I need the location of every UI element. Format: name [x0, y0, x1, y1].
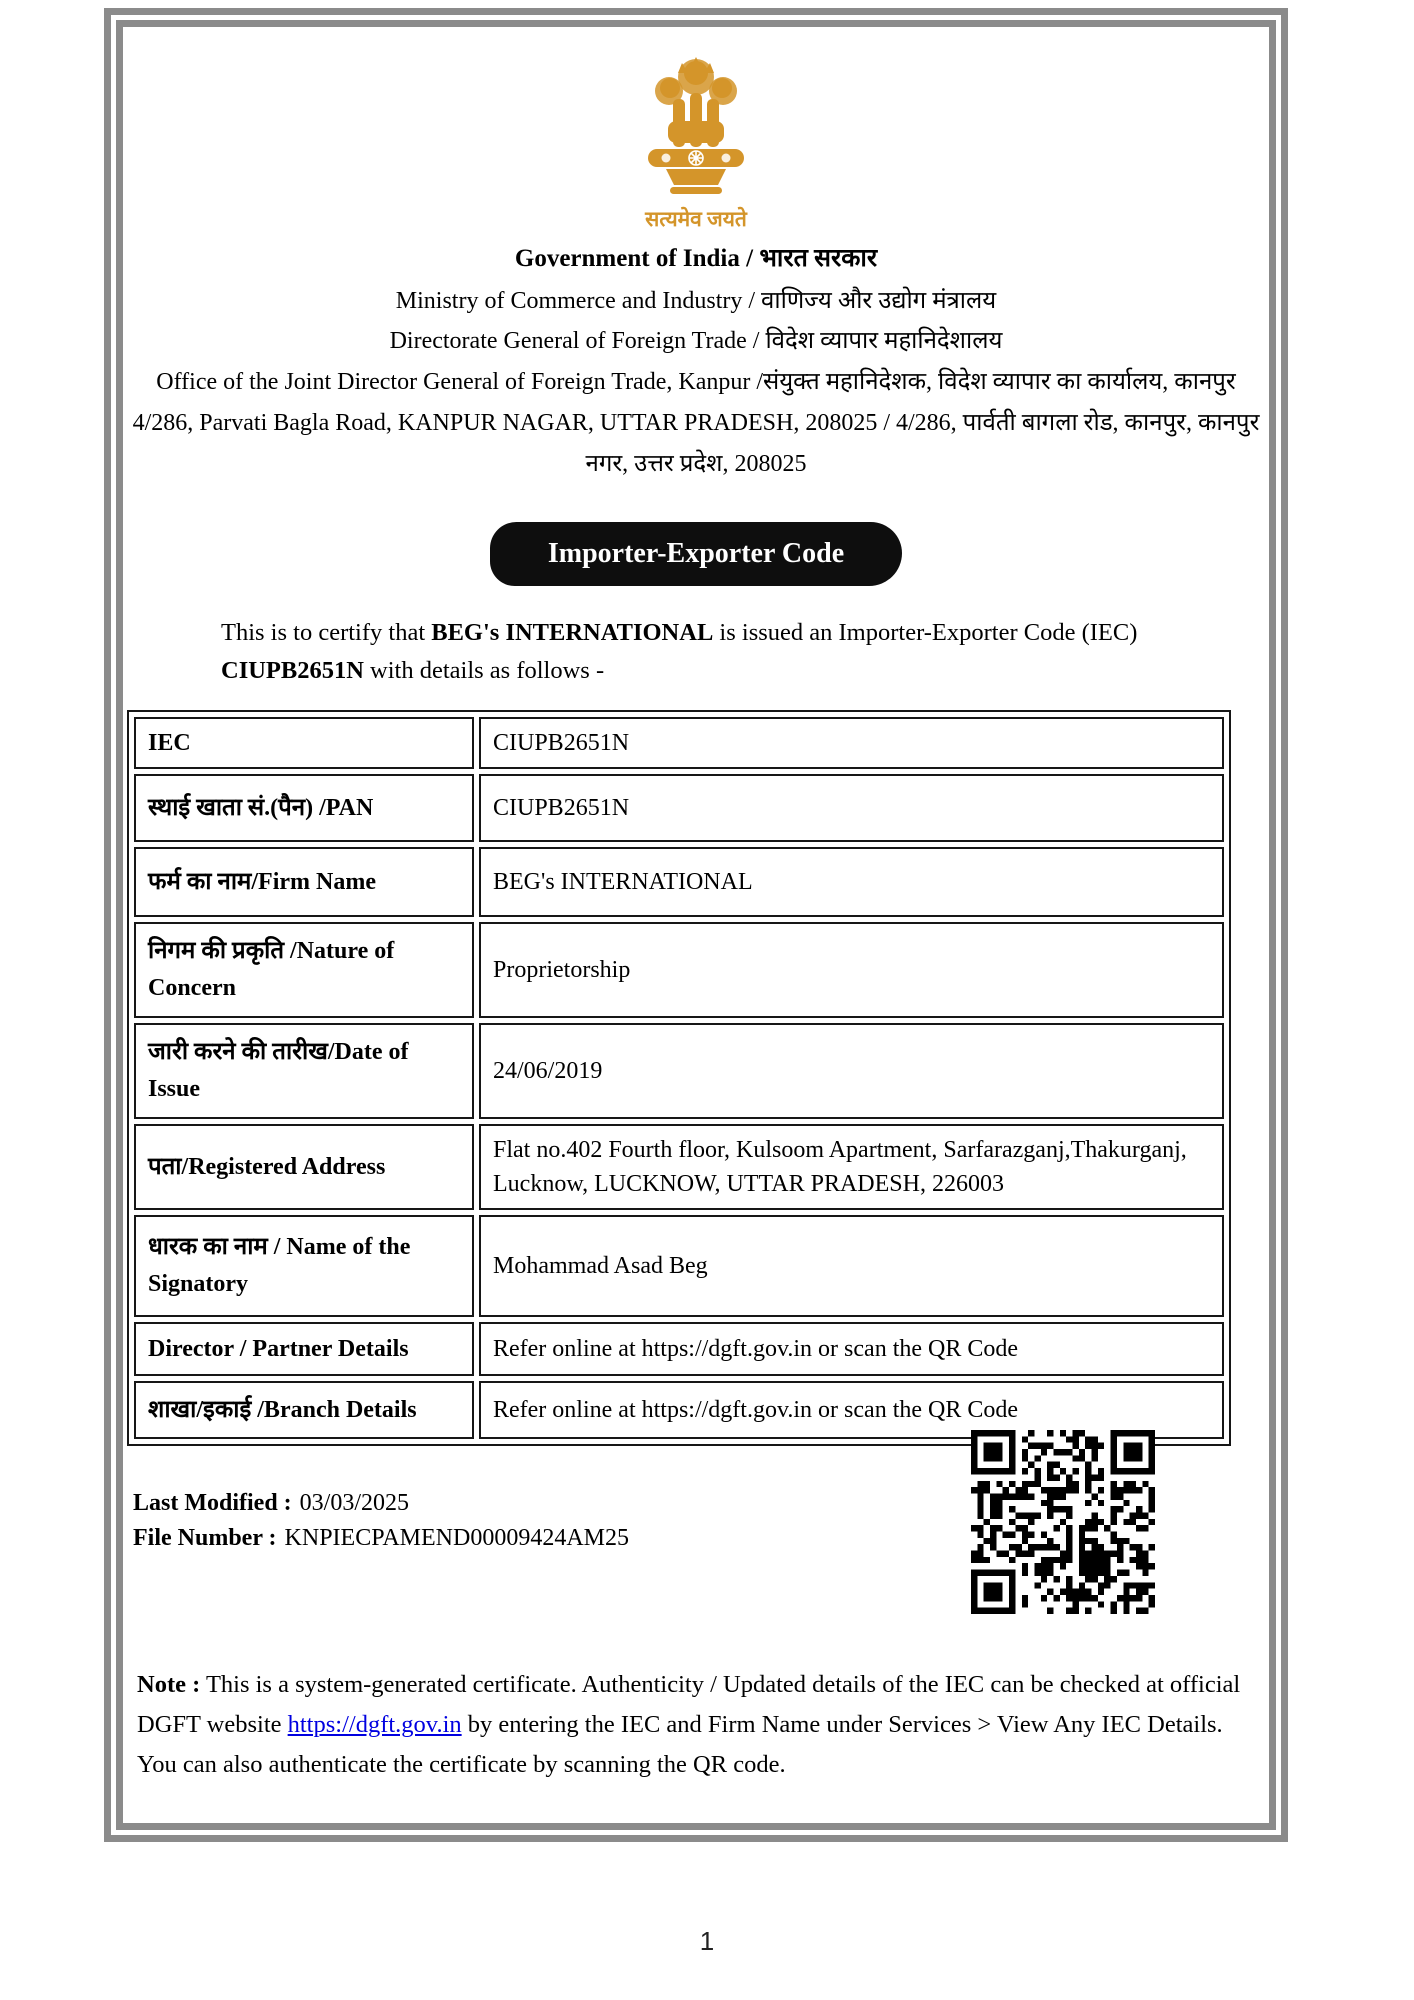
certify-prefix: This is to certify that [221, 619, 432, 647]
note-text-after: by entering the IEC and Firm Name under Services > View Any IEC Details. You can also authenticate the certificate by scanning the QR code. [137, 1711, 1223, 1778]
table-row [134, 922, 1224, 1018]
page-border-inner [116, 20, 1276, 1830]
table-row [134, 1124, 1224, 1210]
table-row [134, 847, 1224, 917]
firm-name: BEG's INTERNATIONAL [431, 619, 714, 647]
row-value: Proprietorship [479, 922, 1224, 1018]
row-value: Mohammad Asad Beg [479, 1215, 1224, 1317]
banner-row [123, 522, 1269, 586]
header-directorate: Directorate General of Foreign Trade / विदेश व्यापार महानिदेशालय [389, 328, 1003, 355]
certificate-content [123, 27, 1269, 1823]
table-row [134, 717, 1224, 769]
certify-middle: is issued an Importer-Exporter Code (IEC) [713, 619, 1138, 647]
page-number: 1 [699, 1926, 715, 1956]
india-state-emblem-icon [640, 51, 752, 203]
certify-paragraph [221, 614, 1171, 690]
iec-code: CIUPB2651N [221, 657, 364, 685]
row-label: पता/Registered Address [134, 1124, 474, 1210]
row-label: स्थाई खाता सं.(पैन) /PAN [134, 774, 474, 842]
dgft-link[interactable]: https://dgft.gov.in [287, 1711, 462, 1739]
row-value: Refer online at https://dgft.gov.in or scan the QR Code [479, 1381, 1224, 1439]
meta-block [133, 1486, 1233, 1556]
header-ministry: Ministry of Commerce and Industry / वाणिज्य और उद्योग मंत्रालय [395, 287, 997, 314]
last-modified-label: Last Modified : [133, 1490, 292, 1517]
row-value: CIUPB2651N [479, 774, 1224, 842]
file-number-label: File Number : [133, 1525, 277, 1552]
row-value: CIUPB2651N [479, 717, 1224, 769]
note-label: Note : [137, 1671, 201, 1699]
row-label: IEC [134, 717, 474, 769]
emblem-motto: सत्यमेव जयते [645, 207, 747, 231]
row-value: BEG's INTERNATIONAL [479, 847, 1224, 917]
page-border-outer [104, 8, 1288, 1842]
row-value: Flat no.402 Fourth floor, Kulsoom Apartment, Sarfarazganj,Thakurganj, Lucknow, LUCKNOW, UTTAR PRADESH, 226003 [479, 1124, 1224, 1210]
table-row [134, 1322, 1224, 1376]
note-text-before: This is a system-generated certificate. Authenticity / Updated details of the IEC can be checked at official DGFT website [137, 1671, 1241, 1739]
row-label: निगम की प्रकृति /Nature of Concern [134, 922, 474, 1018]
details-table [127, 710, 1231, 1446]
table-row [134, 774, 1224, 842]
row-label: धारक का नाम / Name of the Signatory [134, 1215, 474, 1317]
row-value: Refer online at https://dgft.gov.in or scan the QR Code [479, 1322, 1224, 1376]
last-modified-value: 03/03/2025 [299, 1490, 410, 1517]
header-block [123, 238, 1269, 362]
qr-code [971, 1430, 1155, 1614]
note-paragraph [137, 1665, 1253, 1784]
row-value: 24/06/2019 [479, 1023, 1224, 1119]
row-label: शाखा/इकाई /Branch Details [134, 1381, 474, 1439]
certify-suffix: with details as follows - [363, 657, 605, 685]
row-label: फर्म का नाम/Firm Name [134, 847, 474, 917]
file-number-value: KNPIECPAMEND00009424AM25 [284, 1525, 630, 1552]
emblem-block [123, 51, 1269, 230]
row-label: Director / Partner Details [134, 1322, 474, 1376]
office-address: Office of the Joint Director General of Foreign Trade, Kanpur /संयुक्त महानिदेशक, विदेश व्यापार का कार्यालय, कानपुर 4/286, Parvati Bagla Road, KANPUR NAGAR, UTTAR PRADESH, 208025 / 4/286, पार्वती बागला रोड, कानपुर, कानपुर नगर, उत्तर प्रदेश, 208025 [132, 369, 1260, 477]
table-row [134, 1215, 1224, 1317]
banner-title: Importer-Exporter Code [490, 522, 902, 586]
table-row [134, 1023, 1224, 1119]
header-government: Government of India / भारत सरकार [514, 245, 878, 272]
row-label: जारी करने की तारीख/Date of Issue [134, 1023, 474, 1119]
